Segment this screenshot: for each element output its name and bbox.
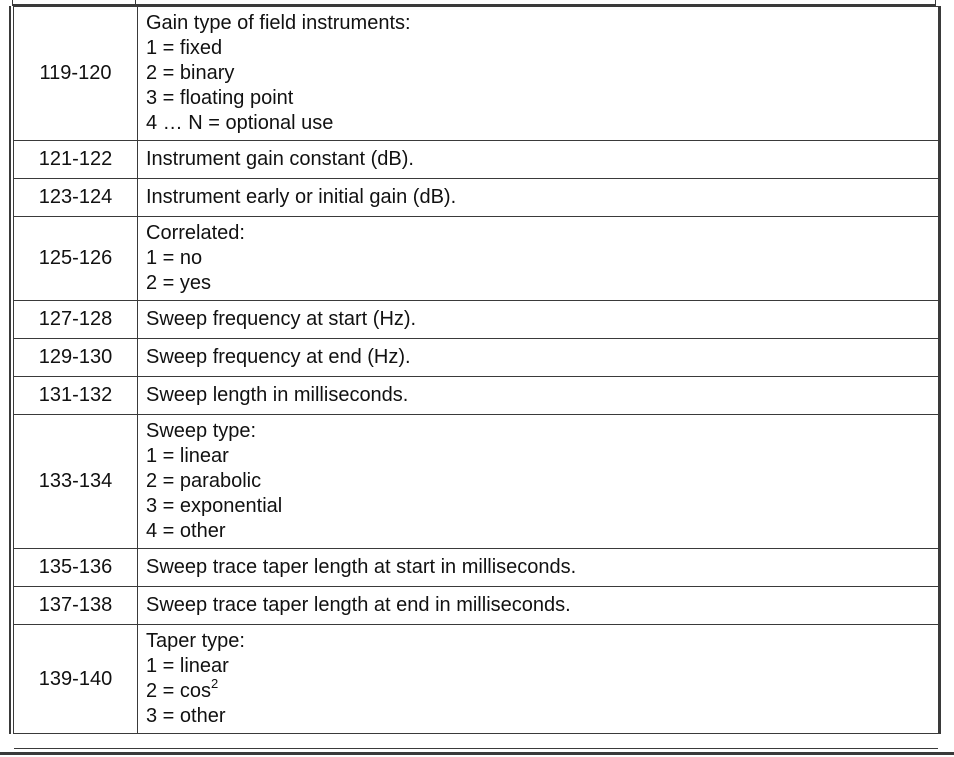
- description-cell: [138, 217, 939, 301]
- description-line: [146, 419, 938, 444]
- byte-range-cell: 137-138: [14, 587, 138, 625]
- description-line: [146, 307, 938, 332]
- description-text: Sweep length in milliseconds.: [146, 384, 409, 406]
- table-row: [14, 415, 939, 549]
- description-cell: [138, 179, 939, 217]
- spec-table: [13, 6, 939, 734]
- description-line: [146, 246, 938, 271]
- description-text: 1 = fixed: [146, 37, 223, 59]
- description-text: 1 = linear: [146, 655, 229, 677]
- description-line: [146, 555, 938, 580]
- table-row: [14, 549, 939, 587]
- page-bottom-rule: [0, 752, 954, 755]
- description-cell: [138, 587, 939, 625]
- description-line: [146, 444, 938, 469]
- table-row: [14, 377, 939, 415]
- table-row: [14, 7, 939, 141]
- description-cell: [138, 625, 939, 734]
- description-cell: [138, 301, 939, 339]
- description-line: [146, 629, 938, 654]
- table-row: [14, 179, 939, 217]
- byte-range-cell: 135-136: [14, 549, 138, 587]
- spec-table-body: [14, 7, 939, 734]
- byte-range-cell: 121-122: [14, 141, 138, 179]
- description-line: [146, 185, 938, 210]
- description-line: [146, 36, 938, 61]
- description-line: [146, 593, 938, 618]
- description-line: [146, 221, 938, 246]
- table-row: [14, 587, 939, 625]
- description-cell: [138, 141, 939, 179]
- byte-range-cell: 131-132: [14, 377, 138, 415]
- description-text: 1 = linear: [146, 445, 229, 467]
- description-text: 2 = parabolic: [146, 470, 262, 492]
- byte-range-cell: 123-124: [14, 179, 138, 217]
- description-line: [146, 11, 938, 36]
- byte-range-cell: 125-126: [14, 217, 138, 301]
- description-text: Sweep trace taper length at start in milliseconds.: [146, 556, 577, 578]
- description-text: 2 = binary: [146, 62, 235, 84]
- superscript-exponent: 2: [211, 676, 219, 691]
- table-row: [14, 217, 939, 301]
- description-text: Taper type:: [146, 630, 245, 652]
- description-text: Instrument gain constant (dB).: [146, 148, 414, 170]
- description-line: [146, 494, 938, 519]
- description-text: Instrument early or initial gain (dB).: [146, 186, 457, 208]
- description-text: Sweep trace taper length at end in milliseconds.: [146, 594, 571, 616]
- description-text: Gain type of field instruments:: [146, 12, 411, 34]
- description-line: [146, 147, 938, 172]
- description-cell: [138, 415, 939, 549]
- description-line: [146, 469, 938, 494]
- description-text: 4 … N = optional use: [146, 112, 334, 134]
- table-row: [14, 141, 939, 179]
- description-text: 1 = no: [146, 247, 203, 269]
- description-cell: [138, 377, 939, 415]
- description-line: [146, 86, 938, 111]
- description-line: [146, 111, 938, 136]
- description-line: [146, 704, 938, 729]
- description-line: [146, 519, 938, 544]
- description-text: Sweep type:: [146, 420, 257, 442]
- byte-range-cell: 133-134: [14, 415, 138, 549]
- byte-range-cell: 129-130: [14, 339, 138, 377]
- description-text: 3 = exponential: [146, 495, 283, 517]
- byte-range-cell: 127-128: [14, 301, 138, 339]
- description-line: [146, 61, 938, 86]
- description-line: [146, 676, 938, 704]
- description-text: Sweep frequency at end (Hz).: [146, 346, 411, 368]
- description-cell: [138, 339, 939, 377]
- description-text: Sweep frequency at start (Hz).: [146, 308, 417, 330]
- description-line: [146, 271, 938, 296]
- description-text: 3 = other: [146, 705, 226, 727]
- byte-range-cell: 119-120: [14, 7, 138, 141]
- description-text: 2 = cos: [146, 680, 212, 702]
- description-line: [146, 654, 938, 679]
- table-row: [14, 339, 939, 377]
- table-row: [14, 625, 939, 734]
- byte-range-cell: 139-140: [14, 625, 138, 734]
- description-text: 4 = other: [146, 520, 226, 542]
- description-cell: [138, 7, 939, 141]
- description-line: [146, 383, 938, 408]
- table-frame: [9, 6, 941, 734]
- description-text: 3 = floating point: [146, 87, 294, 109]
- description-text: Correlated:: [146, 222, 245, 244]
- description-text: 2 = yes: [146, 272, 212, 294]
- description-line: [146, 345, 938, 370]
- description-cell: [138, 549, 939, 587]
- table-row: [14, 301, 939, 339]
